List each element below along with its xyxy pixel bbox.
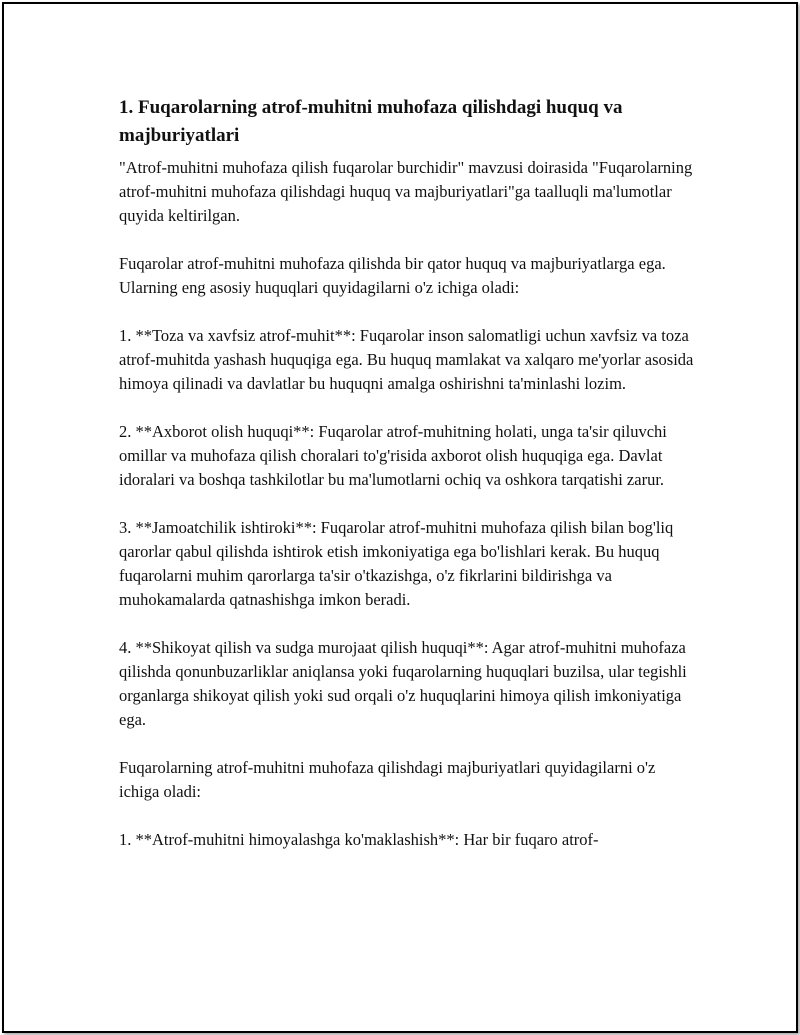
duty-item-1: 1. **Atrof-muhitni himoyalashga ko'maklashish**: Har bir fuqaro atrof- bbox=[119, 830, 599, 849]
right-item-1: 1. **Toza va xavfsiz atrof-muhit**: Fuqarolar inson salomatligi uchun xavfsiz va toza atrof-muhitda yashash huquqiga ega. Bu huquq mamlakat va xalqaro me'yorlar asosida himoya qilinadi va davlatlar bu huquqni amalga oshirishni ta'minlashi lozim. bbox=[119, 326, 694, 393]
document-title: 1. Fuqarolarning atrof-muhitni muhofaza qilishdagi huquq va majburiyatlari bbox=[119, 97, 623, 146]
right-item-4: 4. **Shikoyat qilish va sudga murojaat qilish huquqi**: Agar atrof-muhitni muhofaza qilishda qonunbuzarliklar aniqlansa yoki fuqarolarning huquqlari buzilsa, ular tegishli organlarga shikoyat qilish yoki sud orqali o'z huquqlarini himoya qilish imkoniyatiga ega. bbox=[119, 638, 687, 729]
intro-paragraph: "Atrof-muhitni muhofaza qilish fuqarolar burchidir" mavzusi doirasida "Fuqarolarning atrof-muhitni muhofaza qilishdagi huquq va majburiyatlari"ga taalluqli ma'lumotlar quyida keltirilgan. bbox=[119, 158, 693, 225]
rights-intro-paragraph: Fuqarolar atrof-muhitni muhofaza qilishda bir qator huquq va majburiyatlarga ega. Ularning eng asosiy huquqlari quyidagilarni o'z ichiga oladi: bbox=[119, 254, 666, 297]
right-item-2: 2. **Axborot olish huquqi**: Fuqarolar atrof-muhitning holati, unga ta'sir qiluvchi omillar va muhofaza qilish choralari to'g'risida axborot olish huquqiga ega. Davlat idoralari va boshqa tashkilotlar bu ma'lumotlarni ochiq va oshkora tarqatishi zarur. bbox=[119, 422, 667, 489]
duties-intro-paragraph: Fuqarolarning atrof-muhitni muhofaza qilishdagi majburiyatlari quyidagilarni o'z ichiga oladi: bbox=[119, 758, 656, 801]
document-page bbox=[2, 2, 798, 1033]
document-body bbox=[119, 94, 694, 852]
right-item-3: 3. **Jamoatchilik ishtiroki**: Fuqarolar atrof-muhitni muhofaza qilish bilan bog'liq qarorlar qabul qilishda ishtirok etish imkoniyatiga ega bo'lishlari kerak. Bu huquq fuqarolarni muhim qarorlarga ta'sir o'tkazishga, o'z fikrlarini bildirishga va muhokamalarda qatnashishga imkon beradi. bbox=[119, 518, 674, 609]
